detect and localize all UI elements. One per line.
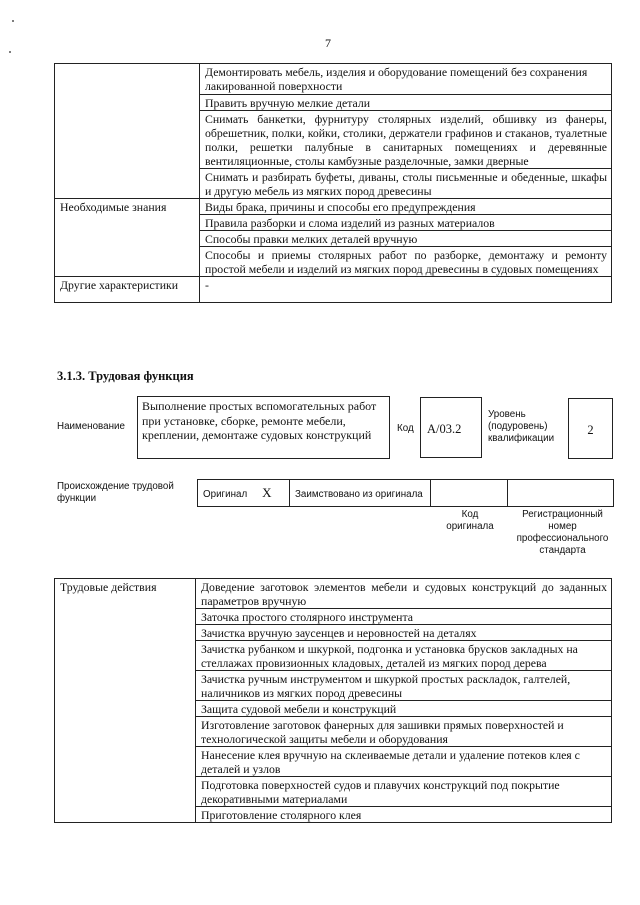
reg-number-cell [508,480,614,507]
row-text: - [200,277,612,303]
row-text: Зачистка рубанком и шкуркой, подгонка и установка брусков закладных на стеллажах провизионных кладовых, деталей из мягких пород дерева [196,641,612,671]
row-text: Способы и приемы столярных работ по разборке, демонтажу и ремонту простой мебели и изделий из мягких пород древесины в судовых помещениях [200,247,612,277]
scan-speck [9,51,11,53]
row-text: Зачистка ручным инструментом и шкуркой простых раскладок, галтелей, наличников из мягких пород древесины [196,671,612,701]
row-text: Править вручную мелкие детали [200,95,612,111]
level-value: 2 [587,423,594,437]
level-label: Уровень (подуровень) квалификации [488,409,555,444]
row-text: Демонтировать мебель, изделия и оборудование помещений без сохранения лакированной поверхности [200,64,612,95]
origin-table [197,479,614,507]
code-value: A/03.2 [427,422,462,436]
name-value: Выполнение простых вспомогательных работ при установке, сборке, ремонте мебели, креплении, демонтаже судовых конструкций [142,399,377,442]
row-text: Изготовление заготовок фанерных для зашивки прямых поверхностей и технологической защиты мебели и оборудования [196,717,612,747]
actions-label: Трудовые действия [55,579,196,823]
row-text: Доведение заготовок элементов мебели и судовых конструкций до заданных параметров вручную [196,579,612,609]
knowledge-label: Необходимые знания [55,199,200,277]
row-text: Правила разборки и слома изделий из разных материалов [200,215,612,231]
borrowed-label: Заимствовано из оригинала [295,489,423,500]
code-original-cell [431,480,508,507]
original-cell [198,480,290,507]
level-box [568,398,613,459]
row-text: Защита судовой мебели и конструкций [196,701,612,717]
other-label: Другие характеристики [55,277,200,303]
row-label [55,64,200,199]
section-title: 3.1.3. Трудовая функция [57,369,194,383]
row-text: Нанесение клея вручную на склеиваемые детали и удаление потеков клея с деталей и узлов [196,747,612,777]
code-box [420,397,482,458]
table-row [55,579,612,609]
actions-table [54,578,612,823]
row-text: Зачистка вручную заусенцев и неровностей на деталях [196,625,612,641]
name-value-box [137,396,390,459]
code-label: Код [397,423,414,434]
origin-label: Происхождение трудовой функции [57,481,174,504]
scan-speck [12,20,14,22]
table-row [55,277,612,303]
table-row [55,64,612,95]
row-text: Снимать и разбирать буфеты, диваны, столы письменные и обеденные, шкафы и другую мебель из мягких пород древесины [200,169,612,199]
row-text: Виды брака, причины и способы его предупреждения [200,199,612,215]
page-number: 7 [325,36,331,50]
code-caption: Код оригинала [446,509,494,532]
name-label: Наименование [57,421,125,432]
row-text: Снимать банкетки, фурнитуру столярных изделий, обшивку из фанеры, обрешетник, полки, койки, столики, держатели графинов и стаканов, туалетные полки, решетки палубные в санитарных помещениях и деревянные вентиляционные, столы камбузные разделочные, замки дверные [200,111,612,169]
original-label: Оригинал [203,489,248,500]
row-text: Заточка простого столярного инструмента [196,609,612,625]
row-text: Подготовка поверхностей судов и плавучих конструкций под покрытие декоративными материалами [196,777,612,807]
skills-table [54,63,612,303]
row-text: Приготовление столярного клея [196,807,612,823]
original-mark: X [262,485,272,500]
reg-caption: Регистрационный номер профессионального стандарта [516,509,609,556]
table-row [55,199,612,215]
borrowed-cell [290,480,431,507]
row-text: Способы правки мелких деталей вручную [200,231,612,247]
